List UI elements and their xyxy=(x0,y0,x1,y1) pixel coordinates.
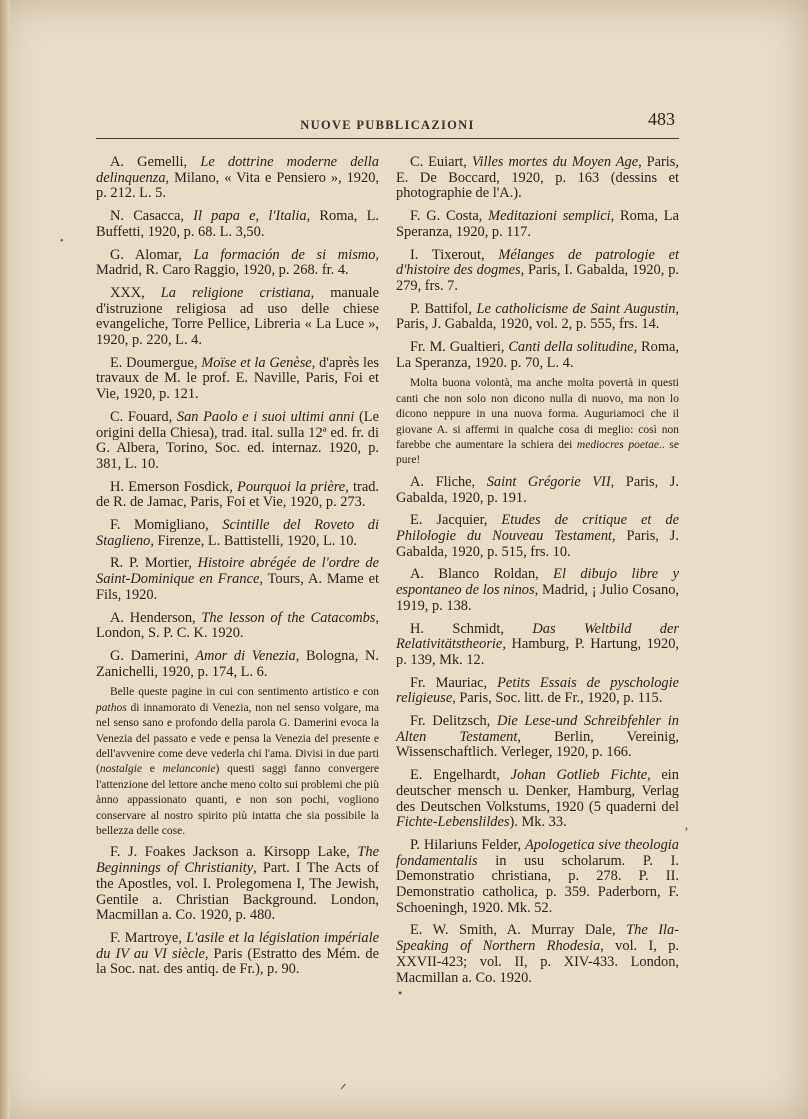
bibliography-entry xyxy=(96,155,379,202)
bibliography-entry xyxy=(96,845,379,924)
entry-title: Fichte-Lebenslildes xyxy=(396,814,510,831)
bibliography-entry xyxy=(96,556,379,603)
pencil-mark: ᐟ xyxy=(340,1082,347,1099)
bibliography-entry xyxy=(396,622,679,669)
entry-text: G. Damerini, xyxy=(110,647,196,664)
entry-text: , Berlin, Vereinig, Wissenschaftlich. Verleger, 1920, p. 166. xyxy=(396,728,679,761)
entry-title: Apologetica sive theologia fondamentalis xyxy=(396,836,680,869)
entry-text: , Paris (Estratto des Mém. de la Soc. nat. des antiq. de Fr.), p. 90. xyxy=(96,945,379,978)
review-note xyxy=(96,685,379,839)
entry-title: mediocres poetae xyxy=(576,439,660,452)
entry-title: Canti della solitudine xyxy=(508,339,634,356)
entry-text: XXX, xyxy=(110,284,161,301)
entry-text: , Madrid, R. Caro Raggio, 1920, p. 268. fr. 4. xyxy=(96,246,379,279)
entry-title: nostalgie xyxy=(99,763,143,776)
bibliography-entry xyxy=(96,356,379,403)
entry-text: A. Fliche, xyxy=(410,473,487,490)
entry-text: A. Blanco Roldan, xyxy=(410,566,554,583)
entry-text: , manuale d'istruzione religiosa ad uso delle chiese evangeliche, Torre Pellice, Libreria « La Luce », 1920, p. 220, L. 4. xyxy=(96,284,379,349)
entry-title: Mélanges de patrologie et d'histoire des dogmes xyxy=(396,246,679,279)
entry-title: Die Lese-und Schreibfehler in Alten Testament xyxy=(396,713,679,745)
bibliography-entry xyxy=(96,480,379,511)
entry-title: Villes mortes du Moyen Age xyxy=(471,154,639,170)
entry-text: A. Gemelli, xyxy=(110,154,201,170)
entry-text: ). Mk. 33. xyxy=(509,814,567,831)
entry-text: Fr. Mauriac, xyxy=(410,674,498,691)
review-note xyxy=(396,376,679,468)
bibliography-entry xyxy=(96,518,379,549)
entry-text: , ein deutscher mensch u. Denker, Hamburg, Verlag des Deutschen Volkstums, 1920 (5 quaderni del xyxy=(396,767,679,815)
bibliography-entry xyxy=(396,714,679,761)
entry-text: , Roma, L. Buffetti, 1920, p. 68. L. 3,50. xyxy=(96,208,379,240)
entry-text: .. se pure! xyxy=(396,439,679,467)
bibliography-entry xyxy=(396,155,679,202)
entry-text: C. Euiart, xyxy=(410,154,472,170)
entry-text: , Firenze, L. Battistelli, 1920, L. 10. xyxy=(150,532,357,549)
entry-text: , Paris, J. Gabalda, 1920, vol. 2, p. 555, frs. 14. xyxy=(396,300,680,333)
entry-text: I. Tixerout, xyxy=(410,246,499,263)
entry-title: The Ila-Speaking of Northern Rhodesia xyxy=(396,922,679,955)
entry-text: , Madrid, ¡ Julio Cosano, 1919, p. 138. xyxy=(396,582,680,614)
bibliography-entry xyxy=(396,923,679,986)
entry-title: The lesson of the Catacombs xyxy=(201,609,376,626)
page-edge-shadow xyxy=(0,0,10,1119)
entry-text: F. Momigliano, xyxy=(110,517,223,534)
bibliography-entry xyxy=(96,649,379,680)
bibliography-entry xyxy=(396,209,679,240)
entry-text: H. Schmidt, xyxy=(410,620,533,637)
entry-title: Pourquoi la prière xyxy=(237,478,346,495)
entry-title: El dibujo libre y espontaneo de los ninos xyxy=(396,566,679,599)
page-header xyxy=(96,109,679,139)
entry-text: , Paris, J. Gabalda, 1920, p. 515, frs. 10. xyxy=(396,527,679,560)
entry-text: E. Doumergue, xyxy=(110,354,202,371)
entry-title: Meditazioni semplici xyxy=(488,208,611,225)
entry-title: melanconie xyxy=(162,763,216,776)
bibliography-entry xyxy=(96,209,379,240)
entry-text: ) questi saggi fanno convergere l'attenzione del lettore anche meno colto sui problemi che più ànno appassionato quanti, e non son pochi, vogliono conservare al nostro spirito più intatta che sia possibile la bellezza delle cose. xyxy=(96,763,379,838)
entry-text: E. Jacquier, xyxy=(410,512,502,529)
entry-text: , Paris, Soc. litt. de Fr., 1920, p. 115. xyxy=(452,690,663,707)
entry-text: , Paris, J. Gabalda, 1920, p. 191. xyxy=(396,473,679,506)
entry-text: N. Casacca, xyxy=(110,208,194,225)
entry-text: , Bologna, N. Zanichelli, 1920, p. 174, L. 6. xyxy=(96,647,379,680)
entry-text: , vol. I, p. XXVII-423; vol. II, p. XIV-433. London, Macmillan a. Co. 1920. xyxy=(396,938,679,986)
bibliography-entry xyxy=(96,931,379,978)
entry-text: Belle queste pagine in cui con sentimento artistico e con xyxy=(110,686,379,699)
entry-text: in usu scholarum. P. I. Demonstratio christiana, p. 278. P. II. Demonstratio catholica, p. 359. Paderborn, F. Schoeningh, 1920. Mk. 52. xyxy=(396,852,679,916)
entry-title: Le dottrine moderne della delinquenza xyxy=(96,154,379,186)
entry-text: Fr. M. Gualtieri, xyxy=(410,339,509,356)
entry-text: , d'après les travaux de M. le prof. E. Naville, Paris, Foi et Vie, 1920, p. 121. xyxy=(96,354,379,403)
entry-text: G. Alomar, xyxy=(110,246,194,263)
entry-text: , Paris, I. Gabalda, 1920, p. 279, frs. 7. xyxy=(396,262,679,294)
bibliography-entry xyxy=(396,302,679,333)
entry-title: Il papa e, l'Italia xyxy=(193,208,307,225)
entry-title: Johan Gotlieb Fichte xyxy=(510,767,648,784)
bibliography-entry xyxy=(96,286,379,349)
right-column xyxy=(396,155,679,993)
entry-text: , Paris, E. De Boccard, 1920, p. 163 (dessins et photographie de l'A.). xyxy=(396,154,680,202)
entry-title: La religione cristiana xyxy=(160,284,311,301)
entry-text: H. Emerson Fosdick, xyxy=(110,478,238,495)
running-head: NUOVE PUBBLICAZIONI xyxy=(300,118,475,132)
entry-text: F. J. Foakes Jackson a. Kirsopp Lake, xyxy=(110,844,358,861)
entry-title: Das Weltbild der Relativitätstheorie xyxy=(396,620,679,653)
entry-text: Fr. Delitzsch, xyxy=(410,713,498,730)
bibliography-entry xyxy=(96,611,379,642)
entry-title: The Beginnings of Christianity xyxy=(96,844,379,877)
entry-text: , Hamburg, P. Hartung, 1920, p. 139, Mk. 12. xyxy=(396,636,679,668)
entry-text: e xyxy=(142,763,163,776)
entry-text: Molta buona volontà, ma anche molta povertà in questi canti che non solo non dicono nulla di nuovo, ma non lo dicono neppure in una nuova forma. Auguriamoci che il giovane A. si affermi in qualche cosa di meglio: così non farebbe che aumentare la schiera dei xyxy=(396,377,679,452)
entry-text: E. Engelhardt, xyxy=(410,767,511,784)
entry-text: E. W. Smith, A. Murray Dale, xyxy=(410,922,627,939)
entry-title: pathos xyxy=(96,701,127,714)
bibliography-entry xyxy=(396,475,679,506)
entry-title: Petits Essais de pyschologie religieuse xyxy=(396,674,679,707)
ink-dot: • xyxy=(398,986,403,1000)
bibliography-entry xyxy=(396,340,679,371)
entry-title: Etudes de critique et de Philologie du Nouveau Testament xyxy=(396,512,679,544)
entry-title: Saint Grégorie VII xyxy=(486,473,611,490)
bibliography-entry xyxy=(96,248,379,279)
entry-text: , Milano, « Vita e Pensiero », 1920, p. 212. L. 5. xyxy=(96,169,379,202)
ink-dot: • xyxy=(60,236,64,247)
entry-title: Amor di Venezia xyxy=(195,647,296,664)
entry-text: , Roma, La Speranza, 1920, p. 117. xyxy=(396,208,679,240)
entry-text: P. Hilariuns Felder, xyxy=(410,836,525,853)
bibliography-entry xyxy=(396,248,679,295)
entry-text: , Part. I The Acts of the Apostles, vol. I. Prolegomena I, The Jewish, Gentile a. Christian Background. London, Macmillan a. Co. 1920, p. 480. xyxy=(96,860,380,924)
bibliography-entry xyxy=(396,838,679,917)
entry-title: Le catholicisme de Saint Augustin xyxy=(476,300,676,317)
entry-title: Moïse et la Genèse xyxy=(201,354,312,371)
bibliography-entry xyxy=(396,768,679,831)
entry-title: San Paolo e i suoi ultimi anni xyxy=(176,408,355,425)
page-number: 483 xyxy=(648,109,675,129)
entry-text: P. Battifol, xyxy=(410,300,477,317)
pencil-mark: ‚ xyxy=(684,818,689,833)
entry-text: , Roma, La Speranza, 1920. p. 70, L. 4. xyxy=(396,339,680,371)
entry-text: R. P. Mortier, xyxy=(110,555,198,572)
entry-title: La formación de si mismo xyxy=(193,246,376,263)
entry-text: C. Fouard, xyxy=(110,408,177,425)
bibliography-entry xyxy=(396,567,679,614)
bibliography-entry xyxy=(396,676,679,707)
entry-text: , Tours, A. Mame et Fils, 1920. xyxy=(96,571,379,603)
entry-text: A. Henderson, xyxy=(110,609,202,626)
entry-title: Scintille del Roveto di Staglieno xyxy=(96,517,379,549)
entry-text: di innamorato di Venezia, non nel senso volgare, ma nel senso sano e profondo della parola G. Damerini evoca la Venezia del passato e vede e pensa la Venezia del presente e dell'avvenire come deve vederla chi l'ama. Divisi in due parti ( xyxy=(96,701,379,776)
entry-text: , London, S. P. C. K. 1920. xyxy=(96,609,379,642)
entry-title: L'asile et la législation impériale du IV au VI siècle xyxy=(96,929,379,962)
entry-text: , trad. de R. de Jamac, Paris, Foi et Vie, 1920, p. 273. xyxy=(96,478,379,511)
bibliography-entry xyxy=(96,410,379,473)
bibliography-entry xyxy=(396,513,679,560)
entry-text: (Le origini della Chiesa), trad. ital. sulla 12ª ed. fr. di G. Albera, Torino, Soc. ed. internaz. 1920, p. 381, L. 10. xyxy=(96,408,379,472)
left-column xyxy=(96,155,379,985)
entry-text: F. Martroye, xyxy=(110,929,187,946)
entry-text: F. G. Costa, xyxy=(410,208,489,225)
entry-title: Histoire abrégée de l'ordre de Saint-Dominique en France xyxy=(96,555,379,588)
